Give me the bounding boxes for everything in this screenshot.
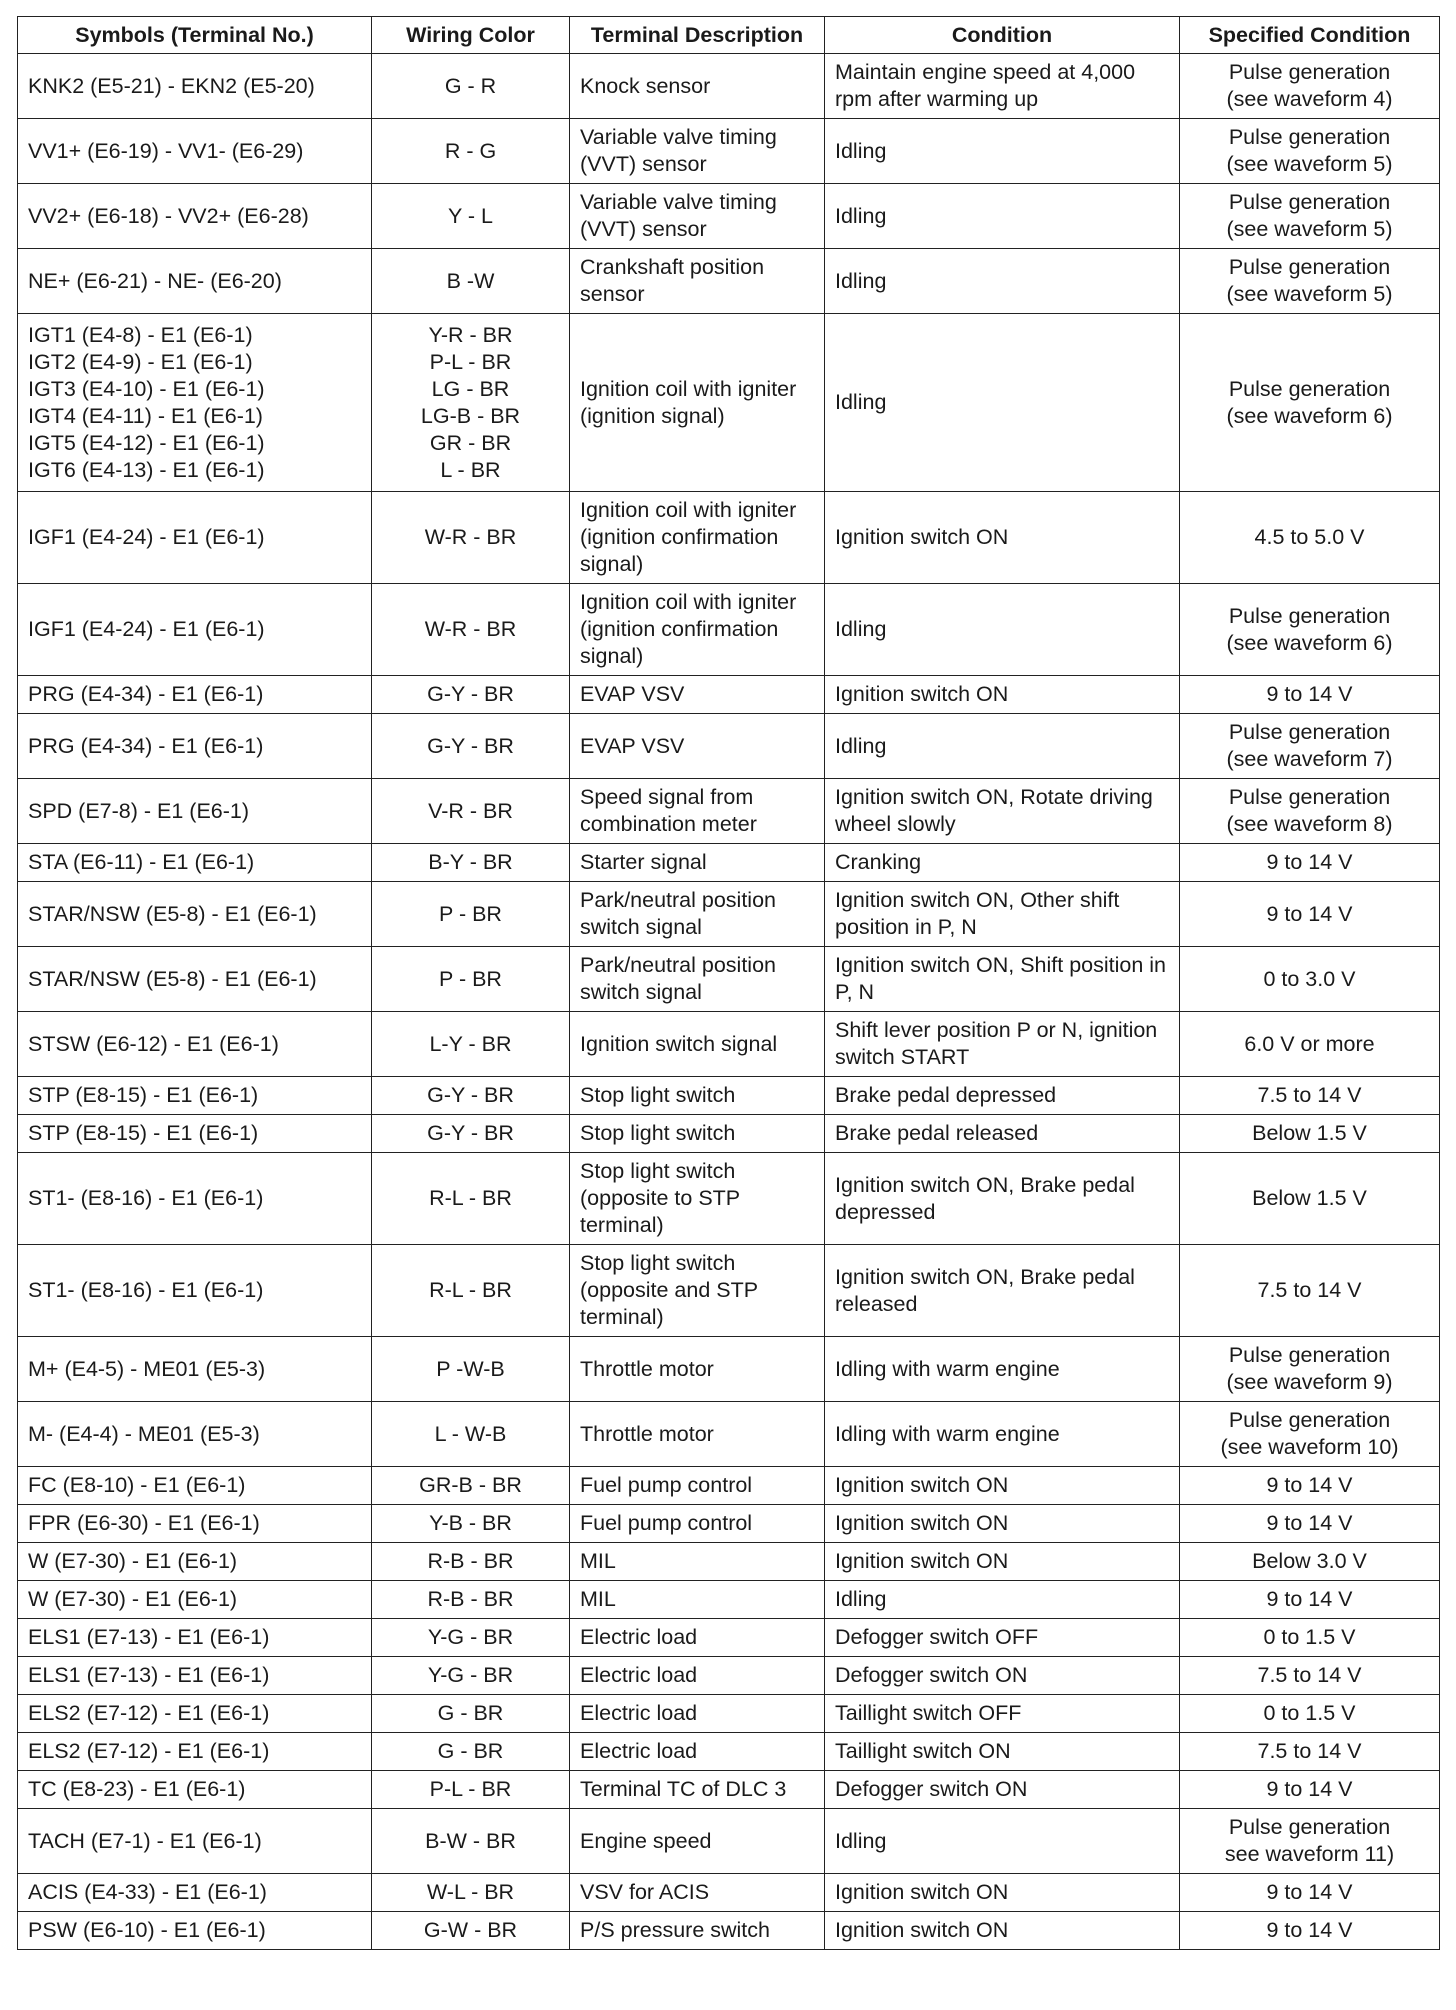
cell-wiring-color: B -W: [372, 249, 570, 314]
table-row: [18, 1733, 1440, 1771]
cell-terminal-description: Electric load: [570, 1657, 825, 1695]
table-row: [18, 882, 1440, 947]
table-row: [18, 779, 1440, 844]
cell-terminal-description: Electric load: [570, 1733, 825, 1771]
cell-condition: Idling: [825, 584, 1180, 676]
header-condition: Condition: [825, 17, 1180, 54]
cell-wiring-color: L - W-B: [372, 1402, 570, 1467]
terminal-inspection-table: [17, 16, 1440, 1950]
cell-wiring-color: W-L - BR: [372, 1874, 570, 1912]
cell-condition: Idling: [825, 1581, 1180, 1619]
cell-condition: Ignition switch ON, Other shift position in P, N: [825, 882, 1180, 947]
cell-terminal-description: Fuel pump control: [570, 1467, 825, 1505]
cell-symbols: FPR (E6-30) - E1 (E6-1): [18, 1505, 372, 1543]
cell-wiring-color: B-Y - BR: [372, 844, 570, 882]
cell-terminal-description: Stop light switch: [570, 1077, 825, 1115]
cell-symbols: PRG (E4-34) - E1 (E6-1): [18, 676, 372, 714]
cell-symbols: M+ (E4-5) - ME01 (E5-3): [18, 1337, 372, 1402]
cell-condition: Ignition switch ON, Shift position in P, N: [825, 947, 1180, 1012]
table-row: [18, 676, 1440, 714]
table-row: [18, 1619, 1440, 1657]
table-body: [18, 54, 1440, 1950]
cell-symbols: STA (E6-11) - E1 (E6-1): [18, 844, 372, 882]
cell-terminal-description: MIL: [570, 1581, 825, 1619]
table-row: [18, 1874, 1440, 1912]
cell-wiring-color: Y-R - BR P-L - BR LG - BR LG-B - BR GR - BR L - BR: [372, 314, 570, 492]
cell-specified-condition: Pulse generation see waveform 11): [1180, 1809, 1440, 1874]
table-row: [18, 584, 1440, 676]
cell-condition: Idling: [825, 249, 1180, 314]
cell-specified-condition: 9 to 14 V: [1180, 1505, 1440, 1543]
cell-specified-condition: Pulse generation (see waveform 4): [1180, 54, 1440, 119]
cell-symbols: M- (E4-4) - ME01 (E5-3): [18, 1402, 372, 1467]
cell-symbols: ELS2 (E7-12) - E1 (E6-1): [18, 1733, 372, 1771]
cell-wiring-color: W-R - BR: [372, 492, 570, 584]
cell-terminal-description: P/S pressure switch: [570, 1912, 825, 1950]
cell-terminal-description: MIL: [570, 1543, 825, 1581]
cell-condition: Ignition switch ON: [825, 492, 1180, 584]
table-row: [18, 1543, 1440, 1581]
cell-terminal-description: Stop light switch: [570, 1115, 825, 1153]
cell-terminal-description: Park/neutral position switch signal: [570, 882, 825, 947]
cell-condition: Idling with warm engine: [825, 1337, 1180, 1402]
cell-symbols: STP (E8-15) - E1 (E6-1): [18, 1115, 372, 1153]
cell-symbols: FC (E8-10) - E1 (E6-1): [18, 1467, 372, 1505]
table-row: [18, 314, 1440, 492]
cell-condition: Ignition switch ON, Rotate driving wheel slowly: [825, 779, 1180, 844]
cell-terminal-description: Ignition switch signal: [570, 1012, 825, 1077]
cell-specified-condition: 7.5 to 14 V: [1180, 1733, 1440, 1771]
cell-condition: Idling: [825, 714, 1180, 779]
cell-symbols: IGF1 (E4-24) - E1 (E6-1): [18, 492, 372, 584]
header-terminal-description: Terminal Description: [570, 17, 825, 54]
cell-terminal-description: Electric load: [570, 1695, 825, 1733]
cell-specified-condition: 6.0 V or more: [1180, 1012, 1440, 1077]
cell-specified-condition: 9 to 14 V: [1180, 676, 1440, 714]
cell-terminal-description: Ignition coil with igniter (ignition confirmation signal): [570, 584, 825, 676]
cell-terminal-description: Variable valve timing (VVT) sensor: [570, 184, 825, 249]
cell-specified-condition: 4.5 to 5.0 V: [1180, 492, 1440, 584]
cell-wiring-color: W-R - BR: [372, 584, 570, 676]
cell-specified-condition: Pulse generation (see waveform 9): [1180, 1337, 1440, 1402]
cell-wiring-color: R - G: [372, 119, 570, 184]
cell-specified-condition: 9 to 14 V: [1180, 1912, 1440, 1950]
cell-wiring-color: P-L - BR: [372, 1771, 570, 1809]
cell-symbols: KNK2 (E5-21) - EKN2 (E5-20): [18, 54, 372, 119]
cell-terminal-description: EVAP VSV: [570, 714, 825, 779]
cell-symbols: STAR/NSW (E5-8) - E1 (E6-1): [18, 947, 372, 1012]
cell-condition: Brake pedal depressed: [825, 1077, 1180, 1115]
cell-condition: Shift lever position P or N, ignition switch START: [825, 1012, 1180, 1077]
cell-condition: Taillight switch OFF: [825, 1695, 1180, 1733]
cell-symbols: ELS1 (E7-13) - E1 (E6-1): [18, 1657, 372, 1695]
cell-symbols: VV1+ (E6-19) - VV1- (E6-29): [18, 119, 372, 184]
cell-terminal-description: Engine speed: [570, 1809, 825, 1874]
cell-specified-condition: 0 to 3.0 V: [1180, 947, 1440, 1012]
cell-specified-condition: 7.5 to 14 V: [1180, 1657, 1440, 1695]
cell-terminal-description: Fuel pump control: [570, 1505, 825, 1543]
table-row: [18, 1337, 1440, 1402]
cell-condition: Cranking: [825, 844, 1180, 882]
table-row: [18, 492, 1440, 584]
cell-condition: Defogger switch ON: [825, 1657, 1180, 1695]
cell-condition: Ignition switch ON, Brake pedal depressed: [825, 1153, 1180, 1245]
cell-terminal-description: Throttle motor: [570, 1337, 825, 1402]
cell-wiring-color: Y-G - BR: [372, 1619, 570, 1657]
cell-wiring-color: R-L - BR: [372, 1153, 570, 1245]
cell-condition: Ignition switch ON: [825, 676, 1180, 714]
table-row: [18, 1771, 1440, 1809]
cell-specified-condition: Pulse generation (see waveform 5): [1180, 119, 1440, 184]
cell-condition: Defogger switch ON: [825, 1771, 1180, 1809]
cell-symbols: ELS1 (E7-13) - E1 (E6-1): [18, 1619, 372, 1657]
cell-terminal-description: VSV for ACIS: [570, 1874, 825, 1912]
cell-symbols: IGT1 (E4-8) - E1 (E6-1) IGT2 (E4-9) - E1 (E6-1) IGT3 (E4-10) - E1 (E6-1) IGT4 (E4-11) - E1 (E6-1) IGT5 (E4-12) - E1 (E6-1) IGT6 (E4-13) - E1 (E6-1): [18, 314, 372, 492]
cell-symbols: W (E7-30) - E1 (E6-1): [18, 1581, 372, 1619]
cell-condition: Taillight switch ON: [825, 1733, 1180, 1771]
cell-specified-condition: Below 3.0 V: [1180, 1543, 1440, 1581]
table-row: [18, 1912, 1440, 1950]
cell-symbols: IGF1 (E4-24) - E1 (E6-1): [18, 584, 372, 676]
table-row: [18, 1809, 1440, 1874]
cell-terminal-description: Speed signal from combination meter: [570, 779, 825, 844]
cell-condition: Idling with warm engine: [825, 1402, 1180, 1467]
cell-wiring-color: GR-B - BR: [372, 1467, 570, 1505]
cell-symbols: STAR/NSW (E5-8) - E1 (E6-1): [18, 882, 372, 947]
cell-specified-condition: Pulse generation (see waveform 7): [1180, 714, 1440, 779]
cell-wiring-color: Y-G - BR: [372, 1657, 570, 1695]
cell-terminal-description: Stop light switch (opposite to STP terminal): [570, 1153, 825, 1245]
cell-condition: Ignition switch ON, Brake pedal released: [825, 1245, 1180, 1337]
cell-specified-condition: 9 to 14 V: [1180, 844, 1440, 882]
cell-specified-condition: 7.5 to 14 V: [1180, 1245, 1440, 1337]
table-row: [18, 1657, 1440, 1695]
cell-symbols: TACH (E7-1) - E1 (E6-1): [18, 1809, 372, 1874]
cell-specified-condition: 9 to 14 V: [1180, 882, 1440, 947]
table-row: [18, 1115, 1440, 1153]
cell-condition: Ignition switch ON: [825, 1467, 1180, 1505]
cell-terminal-description: Variable valve timing (VVT) sensor: [570, 119, 825, 184]
cell-wiring-color: P - BR: [372, 947, 570, 1012]
cell-terminal-description: Knock sensor: [570, 54, 825, 119]
cell-terminal-description: EVAP VSV: [570, 676, 825, 714]
cell-wiring-color: G - R: [372, 54, 570, 119]
cell-terminal-description: Stop light switch (opposite and STP terminal): [570, 1245, 825, 1337]
table-row: [18, 1581, 1440, 1619]
cell-wiring-color: G-Y - BR: [372, 714, 570, 779]
cell-wiring-color: G-Y - BR: [372, 676, 570, 714]
cell-specified-condition: 7.5 to 14 V: [1180, 1077, 1440, 1115]
cell-specified-condition: Pulse generation (see waveform 10): [1180, 1402, 1440, 1467]
cell-specified-condition: Pulse generation (see waveform 5): [1180, 184, 1440, 249]
table-row: [18, 1245, 1440, 1337]
cell-symbols: STP (E8-15) - E1 (E6-1): [18, 1077, 372, 1115]
cell-specified-condition: Pulse generation (see waveform 6): [1180, 584, 1440, 676]
cell-specified-condition: Pulse generation (see waveform 8): [1180, 779, 1440, 844]
cell-condition: Brake pedal released: [825, 1115, 1180, 1153]
cell-wiring-color: Y - L: [372, 184, 570, 249]
cell-specified-condition: 0 to 1.5 V: [1180, 1695, 1440, 1733]
table-row: [18, 844, 1440, 882]
cell-terminal-description: Terminal TC of DLC 3: [570, 1771, 825, 1809]
cell-wiring-color: B-W - BR: [372, 1809, 570, 1874]
cell-wiring-color: G - BR: [372, 1733, 570, 1771]
cell-wiring-color: L-Y - BR: [372, 1012, 570, 1077]
cell-specified-condition: Below 1.5 V: [1180, 1153, 1440, 1245]
cell-condition: Idling: [825, 184, 1180, 249]
cell-symbols: VV2+ (E6-18) - VV2+ (E6-28): [18, 184, 372, 249]
cell-wiring-color: R-B - BR: [372, 1581, 570, 1619]
table-row: [18, 947, 1440, 1012]
cell-terminal-description: Electric load: [570, 1619, 825, 1657]
cell-terminal-description: Ignition coil with igniter (ignition signal): [570, 314, 825, 492]
cell-specified-condition: 9 to 14 V: [1180, 1771, 1440, 1809]
cell-wiring-color: P - BR: [372, 882, 570, 947]
cell-terminal-description: Throttle motor: [570, 1402, 825, 1467]
cell-symbols: W (E7-30) - E1 (E6-1): [18, 1543, 372, 1581]
cell-symbols: ST1- (E8-16) - E1 (E6-1): [18, 1153, 372, 1245]
cell-specified-condition: Pulse generation (see waveform 5): [1180, 249, 1440, 314]
cell-wiring-color: V-R - BR: [372, 779, 570, 844]
cell-condition: Ignition switch ON: [825, 1874, 1180, 1912]
cell-specified-condition: Pulse generation (see waveform 6): [1180, 314, 1440, 492]
cell-terminal-description: Park/neutral position switch signal: [570, 947, 825, 1012]
table-row: [18, 1467, 1440, 1505]
cell-wiring-color: Y-B - BR: [372, 1505, 570, 1543]
table-header-row: [18, 17, 1440, 54]
header-wiring-color: Wiring Color: [372, 17, 570, 54]
cell-condition: Idling: [825, 119, 1180, 184]
table-row: [18, 249, 1440, 314]
cell-condition: Idling: [825, 314, 1180, 492]
header-symbols: Symbols (Terminal No.): [18, 17, 372, 54]
cell-symbols: SPD (E7-8) - E1 (E6-1): [18, 779, 372, 844]
table-row: [18, 119, 1440, 184]
cell-condition: Ignition switch ON: [825, 1505, 1180, 1543]
cell-symbols: PSW (E6-10) - E1 (E6-1): [18, 1912, 372, 1950]
table-row: [18, 714, 1440, 779]
table-row: [18, 1695, 1440, 1733]
cell-condition: Defogger switch OFF: [825, 1619, 1180, 1657]
cell-terminal-description: Crankshaft position sensor: [570, 249, 825, 314]
cell-specified-condition: 0 to 1.5 V: [1180, 1619, 1440, 1657]
cell-condition: Ignition switch ON: [825, 1912, 1180, 1950]
table-row: [18, 1505, 1440, 1543]
cell-symbols: TC (E8-23) - E1 (E6-1): [18, 1771, 372, 1809]
cell-symbols: ACIS (E4-33) - E1 (E6-1): [18, 1874, 372, 1912]
cell-wiring-color: R-L - BR: [372, 1245, 570, 1337]
cell-condition: Maintain engine speed at 4,000 rpm after warming up: [825, 54, 1180, 119]
cell-terminal-description: Ignition coil with igniter (ignition confirmation signal): [570, 492, 825, 584]
cell-wiring-color: G-Y - BR: [372, 1077, 570, 1115]
cell-condition: Ignition switch ON: [825, 1543, 1180, 1581]
cell-condition: Idling: [825, 1809, 1180, 1874]
cell-wiring-color: G-Y - BR: [372, 1115, 570, 1153]
table-row: [18, 184, 1440, 249]
table-row: [18, 1012, 1440, 1077]
cell-specified-condition: Below 1.5 V: [1180, 1115, 1440, 1153]
cell-symbols: STSW (E6-12) - E1 (E6-1): [18, 1012, 372, 1077]
cell-symbols: NE+ (E6-21) - NE- (E6-20): [18, 249, 372, 314]
cell-specified-condition: 9 to 14 V: [1180, 1581, 1440, 1619]
cell-symbols: ST1- (E8-16) - E1 (E6-1): [18, 1245, 372, 1337]
cell-specified-condition: 9 to 14 V: [1180, 1874, 1440, 1912]
cell-symbols: ELS2 (E7-12) - E1 (E6-1): [18, 1695, 372, 1733]
cell-wiring-color: R-B - BR: [372, 1543, 570, 1581]
table-row: [18, 1402, 1440, 1467]
table-row: [18, 1077, 1440, 1115]
cell-symbols: PRG (E4-34) - E1 (E6-1): [18, 714, 372, 779]
cell-wiring-color: G-W - BR: [372, 1912, 570, 1950]
cell-wiring-color: G - BR: [372, 1695, 570, 1733]
cell-specified-condition: 9 to 14 V: [1180, 1467, 1440, 1505]
cell-wiring-color: P -W-B: [372, 1337, 570, 1402]
cell-terminal-description: Starter signal: [570, 844, 825, 882]
table-row: [18, 1153, 1440, 1245]
header-specified-condition: Specified Condition: [1180, 17, 1440, 54]
table-row: [18, 54, 1440, 119]
